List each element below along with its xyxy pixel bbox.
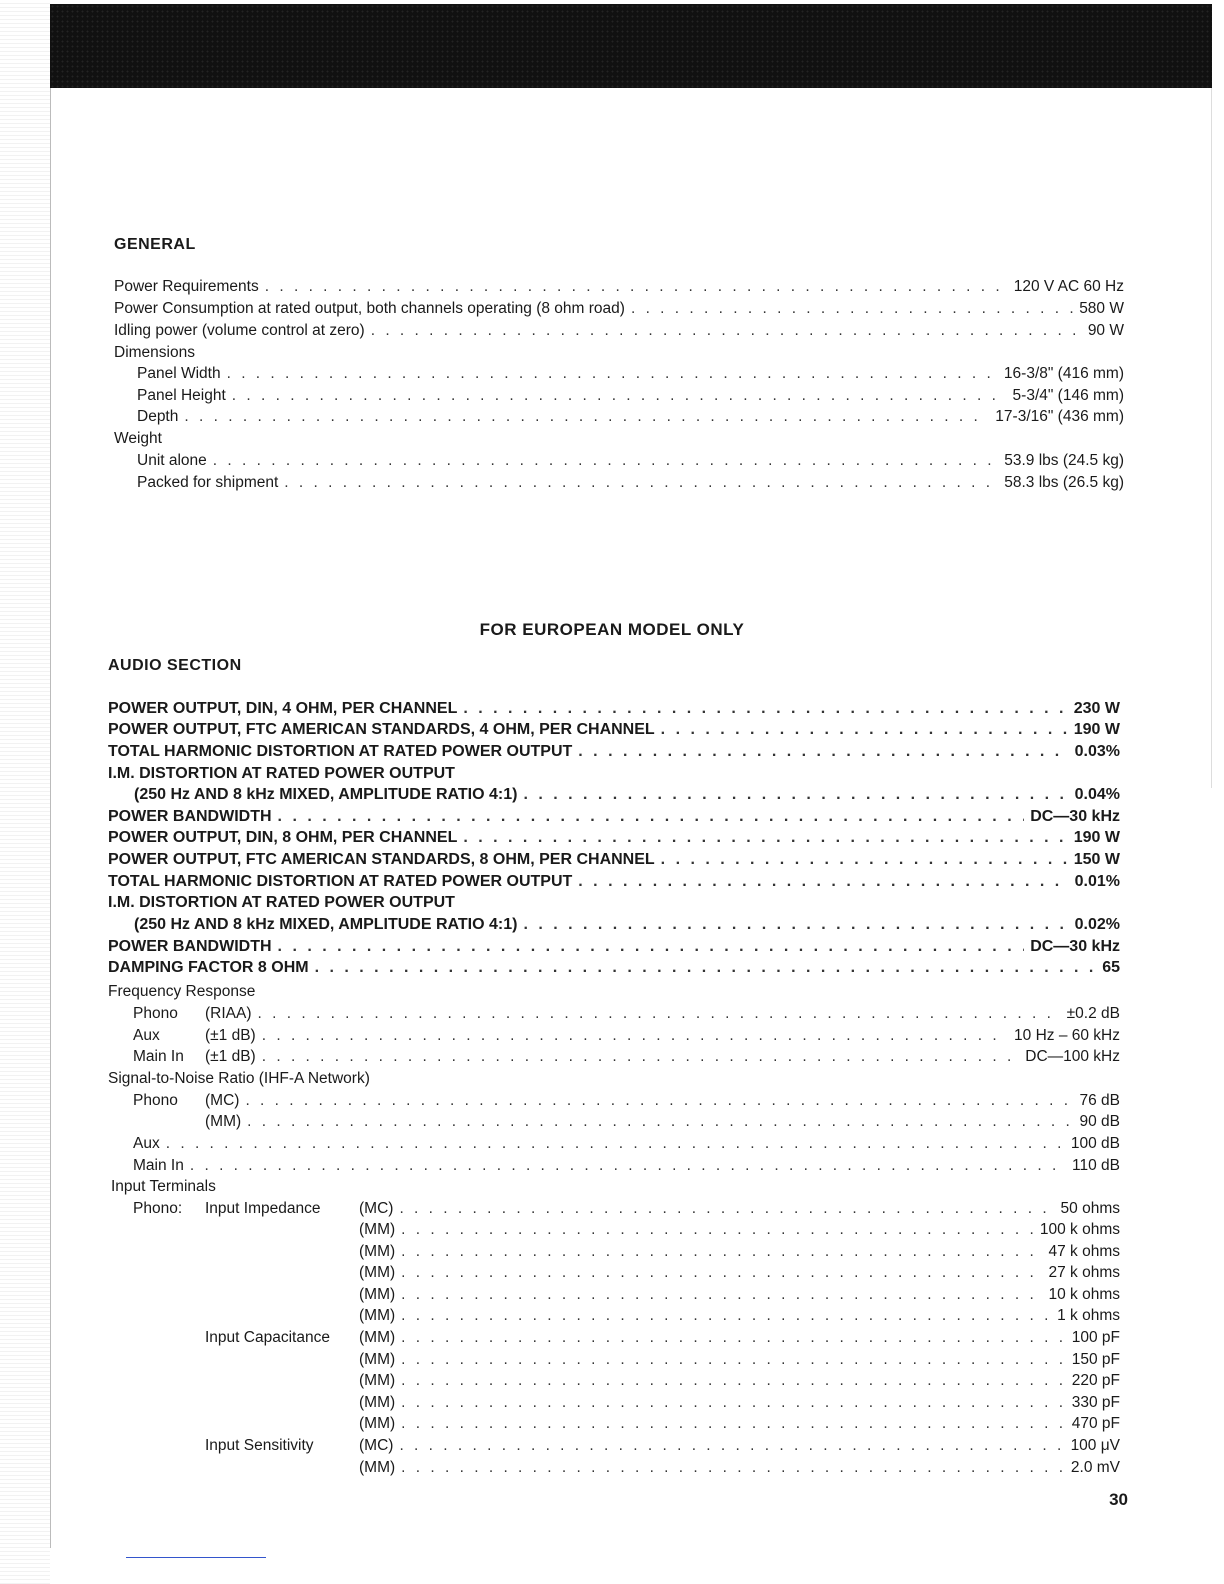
leader-dots	[578, 741, 1068, 763]
spec-row	[359, 1413, 1120, 1435]
spec-row	[133, 1090, 1120, 1112]
leader-dots	[661, 849, 1068, 871]
spec-label: Main In	[133, 1157, 184, 1174]
spec-row	[359, 1457, 1120, 1479]
leader-dots	[278, 936, 1025, 958]
general-heading: GENERAL	[114, 236, 196, 253]
spec-condition: (MM)	[359, 1264, 396, 1281]
leader-dots	[232, 385, 1007, 407]
spec-condition: (RIAA)	[205, 1005, 252, 1022]
leader-dots	[578, 871, 1068, 893]
spec-row	[359, 1392, 1120, 1414]
header-bar	[50, 4, 1212, 88]
page-number: 30	[1109, 1490, 1128, 1509]
spec-label: (250 Hz AND 8 kHz MIXED, AMPLITUDE RATIO 4:1)	[134, 916, 518, 933]
spec-condition: (MM)	[359, 1243, 396, 1260]
spec-label: POWER BANDWIDTH	[108, 808, 272, 825]
leader-dots	[401, 1284, 1042, 1306]
spec-condition: (MM)	[359, 1329, 396, 1346]
leader-dots	[258, 1003, 1061, 1025]
left-margin-rule	[50, 88, 51, 1548]
spec-row	[359, 1284, 1120, 1306]
spec-label: I.M. DISTORTION AT RATED POWER OUTPUT	[108, 894, 455, 911]
spec-row	[133, 1133, 1120, 1155]
leader-dots	[401, 1305, 1051, 1327]
spec-value: 76 dB	[1079, 1092, 1120, 1109]
leader-dots	[463, 827, 1067, 849]
spec-label: I.M. DISTORTION AT RATED POWER OUTPUT	[108, 765, 455, 782]
spec-group-label	[114, 428, 1124, 450]
leader-dots	[631, 298, 1073, 320]
spec-row	[137, 406, 1124, 428]
spec-row	[108, 741, 1120, 763]
spec-condition: (MM)	[359, 1351, 396, 1368]
leader-dots	[247, 1111, 1073, 1133]
spec-row	[133, 1155, 1120, 1177]
spec-row	[108, 698, 1120, 720]
leader-dots	[265, 276, 1008, 298]
leader-dots	[523, 784, 1068, 806]
spec-label: POWER OUTPUT, FTC AMERICAN STANDARDS, 8 OHM, PER CHANNEL	[108, 851, 655, 868]
spec-row	[108, 892, 1120, 914]
spec-condition: (MM)	[359, 1372, 396, 1389]
spec-label: Phono	[133, 1092, 178, 1109]
spec-label: Frequency Response	[108, 983, 256, 1000]
spec-value: 2.0 mV	[1070, 1459, 1120, 1476]
spec-label: Phono:	[133, 1200, 183, 1217]
spec-value: 100 dB	[1070, 1135, 1120, 1152]
spec-label: Phono	[133, 1005, 178, 1022]
spec-value: 0.01%	[1074, 873, 1120, 890]
spec-condition: (MM)	[359, 1221, 396, 1238]
spec-label: POWER BANDWIDTH	[108, 938, 272, 955]
audio-section-heading: AUDIO SECTION	[108, 657, 242, 674]
spec-row	[137, 385, 1124, 407]
spec-row	[108, 957, 1120, 979]
spec-label: Power Consumption at rated output, both channels operating (8 ohm road)	[114, 300, 625, 317]
leader-dots	[166, 1133, 1065, 1155]
spec-sublabel: Input Capacitance	[205, 1329, 330, 1346]
spec-row	[205, 1327, 1120, 1349]
leader-dots	[262, 1046, 1020, 1068]
spec-value: ±0.2 dB	[1066, 1005, 1120, 1022]
spec-value: 27 k ohms	[1048, 1264, 1120, 1281]
spec-label: POWER OUTPUT, DIN, 4 OHM, PER CHANNEL	[108, 700, 458, 717]
spec-row	[133, 1025, 1120, 1047]
spec-condition: (MC)	[359, 1437, 394, 1454]
spec-value: DC—100 kHz	[1025, 1048, 1120, 1065]
spec-label: TOTAL HARMONIC DISTORTION AT RATED POWER OUTPUT	[108, 743, 573, 760]
spec-row	[108, 806, 1120, 828]
spec-row	[133, 1111, 1120, 1133]
spec-row	[133, 1046, 1120, 1068]
spec-label: Main In	[133, 1048, 184, 1065]
spec-value: 100 μV	[1070, 1437, 1120, 1454]
spec-row	[137, 450, 1124, 472]
spec-value: DC—30 kHz	[1030, 808, 1120, 825]
spec-row	[359, 1370, 1120, 1392]
spec-row	[108, 871, 1120, 893]
leader-dots	[278, 806, 1025, 828]
leader-dots	[190, 1155, 1066, 1177]
spec-label: POWER OUTPUT, DIN, 8 OHM, PER CHANNEL	[108, 829, 458, 846]
spec-condition: (±1 dB)	[205, 1027, 256, 1044]
spec-value: 0.02%	[1074, 916, 1120, 933]
spec-value: 58.3 lbs (26.5 kg)	[1004, 474, 1124, 491]
leader-dots	[262, 1025, 1008, 1047]
spec-value: 17-3/16" (436 mm)	[995, 408, 1124, 425]
spec-row	[108, 827, 1120, 849]
spec-group-label	[108, 981, 1120, 1003]
spec-label: Panel Height	[137, 387, 226, 404]
spec-label: Power Requirements	[114, 278, 259, 295]
bottom-rule	[126, 1557, 266, 1558]
spec-row	[108, 719, 1120, 741]
spec-value: 90 dB	[1079, 1113, 1120, 1130]
spec-condition: (MM)	[359, 1394, 396, 1411]
spec-row	[359, 1219, 1120, 1241]
spec-row	[137, 363, 1124, 385]
spec-value: 100 k ohms	[1039, 1221, 1120, 1238]
spec-row	[108, 849, 1120, 871]
leader-dots	[401, 1241, 1042, 1263]
spec-row	[359, 1349, 1120, 1371]
spec-label: Depth	[137, 408, 179, 425]
leader-dots	[315, 957, 1097, 979]
spec-group-label	[108, 1068, 1120, 1090]
spec-label: Input Terminals	[111, 1178, 216, 1195]
spec-row	[133, 1198, 1120, 1220]
spec-row	[114, 320, 1124, 342]
spec-label: Unit alone	[137, 452, 207, 469]
scan-edge	[0, 0, 50, 1584]
leader-dots	[401, 1262, 1042, 1284]
spec-label: DAMPING FACTOR 8 OHM	[108, 959, 309, 976]
leader-dots	[284, 472, 998, 494]
spec-value: 190 W	[1073, 721, 1120, 738]
spec-value: 230 W	[1073, 700, 1120, 717]
spec-value: 470 pF	[1071, 1415, 1120, 1432]
leader-dots	[401, 1219, 1034, 1241]
spec-row	[108, 763, 1120, 785]
leader-dots	[401, 1349, 1066, 1371]
right-margin-rule	[1211, 88, 1212, 788]
spec-row	[108, 936, 1120, 958]
spec-value: DC—30 kHz	[1030, 938, 1120, 955]
spec-value: 50 ohms	[1060, 1200, 1120, 1217]
leader-dots	[371, 320, 1082, 342]
spec-row	[137, 472, 1124, 494]
spec-value: 100 pF	[1071, 1329, 1120, 1346]
spec-condition: (MM)	[359, 1415, 396, 1432]
spec-row	[134, 784, 1120, 806]
spec-group-label	[114, 342, 1124, 364]
spec-condition: (MM)	[359, 1286, 396, 1303]
leader-dots	[401, 1413, 1066, 1435]
spec-label: POWER OUTPUT, FTC AMERICAN STANDARDS, 4 OHM, PER CHANNEL	[108, 721, 655, 738]
spec-sublabel: Input Sensitivity	[205, 1437, 314, 1454]
spec-row	[114, 298, 1124, 320]
spec-label: Packed for shipment	[137, 474, 279, 491]
spec-value: 150 W	[1073, 851, 1120, 868]
leader-dots	[213, 450, 998, 472]
leader-dots	[227, 363, 998, 385]
spec-condition: (MC)	[359, 1200, 394, 1217]
leader-dots	[399, 1198, 1054, 1220]
leader-dots	[523, 914, 1068, 936]
spec-row	[134, 914, 1120, 936]
spec-condition: (MC)	[205, 1092, 240, 1109]
spec-condition: (MM)	[359, 1459, 396, 1476]
spec-value: 53.9 lbs (24.5 kg)	[1004, 452, 1124, 469]
spec-value: 120 V AC 60 Hz	[1013, 278, 1124, 295]
spec-label: Idling power (volume control at zero)	[114, 322, 365, 339]
spec-value: 16-3/8" (416 mm)	[1003, 365, 1124, 382]
spec-row	[114, 276, 1124, 298]
leader-dots	[184, 406, 989, 428]
spec-label: Aux	[133, 1135, 160, 1152]
spec-value: 1 k ohms	[1057, 1307, 1120, 1324]
spec-value: 110 dB	[1072, 1157, 1120, 1174]
leader-dots	[401, 1327, 1066, 1349]
spec-condition: (MM)	[205, 1113, 242, 1130]
spec-label: Panel Width	[137, 365, 221, 382]
spec-row	[359, 1241, 1120, 1263]
spec-label: TOTAL HARMONIC DISTORTION AT RATED POWER OUTPUT	[108, 873, 573, 890]
spec-value: 580 W	[1079, 300, 1124, 317]
spec-value: 90 W	[1087, 322, 1124, 339]
spec-value: 65	[1102, 959, 1120, 976]
european-model-title: FOR EUROPEAN MODEL ONLY	[479, 620, 745, 639]
spec-condition: (±1 dB)	[205, 1048, 256, 1065]
spec-sublabel: Input Impedance	[205, 1200, 321, 1217]
spec-value: 5-3/4" (146 mm)	[1012, 387, 1124, 404]
leader-dots	[401, 1392, 1066, 1414]
leader-dots	[401, 1457, 1065, 1479]
spec-value: 330 pF	[1071, 1394, 1120, 1411]
leader-dots	[399, 1435, 1064, 1457]
spec-label: Dimensions	[114, 344, 195, 361]
spec-value: 0.03%	[1074, 743, 1120, 760]
leader-dots	[401, 1370, 1066, 1392]
leader-dots	[245, 1090, 1073, 1112]
spec-label: Weight	[114, 430, 162, 447]
leader-dots	[463, 698, 1067, 720]
spec-value: 0.04%	[1074, 786, 1120, 803]
spec-condition: (MM)	[359, 1307, 396, 1324]
spec-row	[359, 1305, 1120, 1327]
spec-value: 220 pF	[1071, 1372, 1120, 1389]
spec-label: Signal-to-Noise Ratio (IHF-A Network)	[108, 1070, 370, 1087]
spec-value: 150 pF	[1071, 1351, 1120, 1368]
spec-row	[205, 1435, 1120, 1457]
spec-label: (250 Hz AND 8 kHz MIXED, AMPLITUDE RATIO 4:1)	[134, 786, 518, 803]
spec-row	[359, 1262, 1120, 1284]
spec-group-label	[111, 1176, 1123, 1198]
spec-value: 10 Hz – 60 kHz	[1014, 1027, 1120, 1044]
spec-value: 10 k ohms	[1048, 1286, 1120, 1303]
leader-dots	[661, 719, 1068, 741]
spec-row	[133, 1003, 1120, 1025]
spec-value: 190 W	[1073, 829, 1120, 846]
spec-value: 47 k ohms	[1048, 1243, 1120, 1260]
spec-label: Aux	[133, 1027, 160, 1044]
